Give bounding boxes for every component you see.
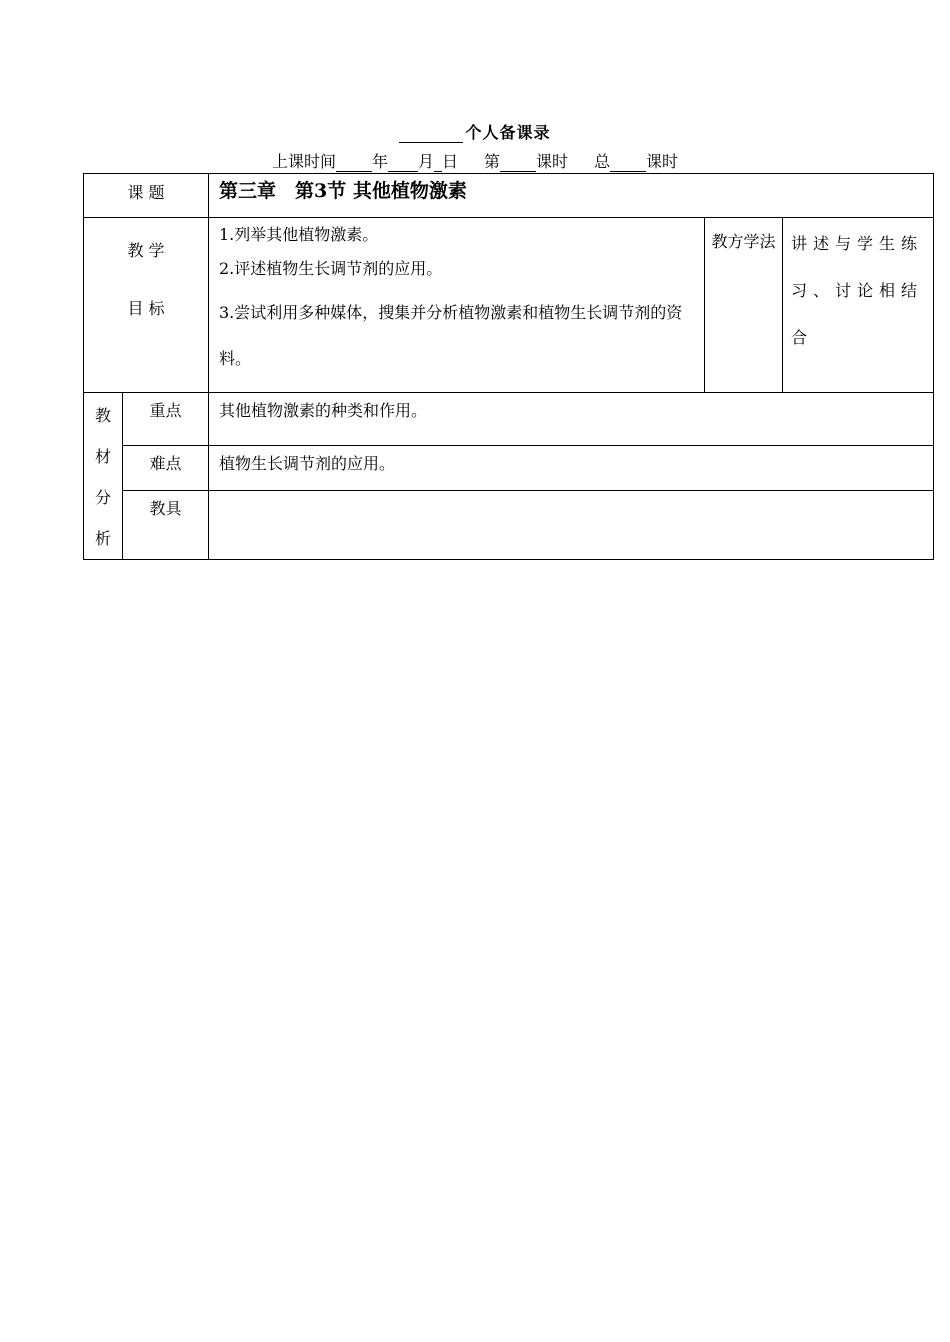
lesson-plan-table bbox=[83, 173, 934, 560]
day-blank bbox=[434, 157, 442, 172]
goals-label-line-1: 教 学 bbox=[127, 241, 165, 260]
goal-item: 1.列举其他植物激素。 bbox=[219, 225, 379, 244]
total-period-label: 课时 bbox=[646, 152, 679, 171]
difficulty-value: 植物生长调节剂的应用。 bbox=[209, 446, 934, 490]
nth-label: 第 bbox=[484, 152, 501, 171]
method-value: 讲述与学生练习、讨论相结合 bbox=[783, 218, 934, 393]
key-point-value: 其他植物激素的种类和作用。 bbox=[209, 393, 934, 446]
year-label: 年 bbox=[371, 152, 388, 171]
month-blank bbox=[388, 157, 418, 172]
total-label: 总 bbox=[594, 152, 611, 171]
total-blank bbox=[610, 157, 646, 172]
method-label: 教方学法 bbox=[705, 218, 783, 393]
analysis-label bbox=[84, 393, 123, 560]
day-label: 日 bbox=[441, 152, 458, 171]
schedule-line bbox=[0, 149, 950, 172]
goals-label-line-2: 目 标 bbox=[127, 299, 165, 318]
document-title bbox=[0, 120, 950, 143]
schedule-prefix: 上课时间 bbox=[271, 152, 336, 171]
goal-item: 2.评述植物生长调节剂的应用。 bbox=[219, 259, 443, 278]
difficulty-label: 难点 bbox=[123, 446, 209, 490]
teaching-aids-value bbox=[209, 490, 934, 559]
month-label: 月 bbox=[417, 152, 434, 171]
period-blank bbox=[500, 157, 536, 172]
period-label: 课时 bbox=[536, 152, 569, 171]
key-point-label: 重点 bbox=[123, 393, 209, 446]
topic-label: 课 题 bbox=[84, 174, 209, 218]
title-text: 个人备课录 bbox=[465, 123, 551, 142]
topic-value: 第三章 第3节 其他植物激素 bbox=[209, 174, 934, 218]
goals-list bbox=[209, 218, 705, 393]
goal-item: 3.尝试利用多种媒体，搜集并分析植物激素和植物生长调节剂的资料。 bbox=[219, 303, 683, 368]
analysis-label-text: 教材分析 bbox=[94, 406, 111, 548]
teaching-aids-label: 教具 bbox=[123, 490, 209, 559]
title-blank bbox=[399, 128, 463, 143]
year-blank bbox=[336, 157, 372, 172]
goals-label bbox=[84, 218, 209, 393]
